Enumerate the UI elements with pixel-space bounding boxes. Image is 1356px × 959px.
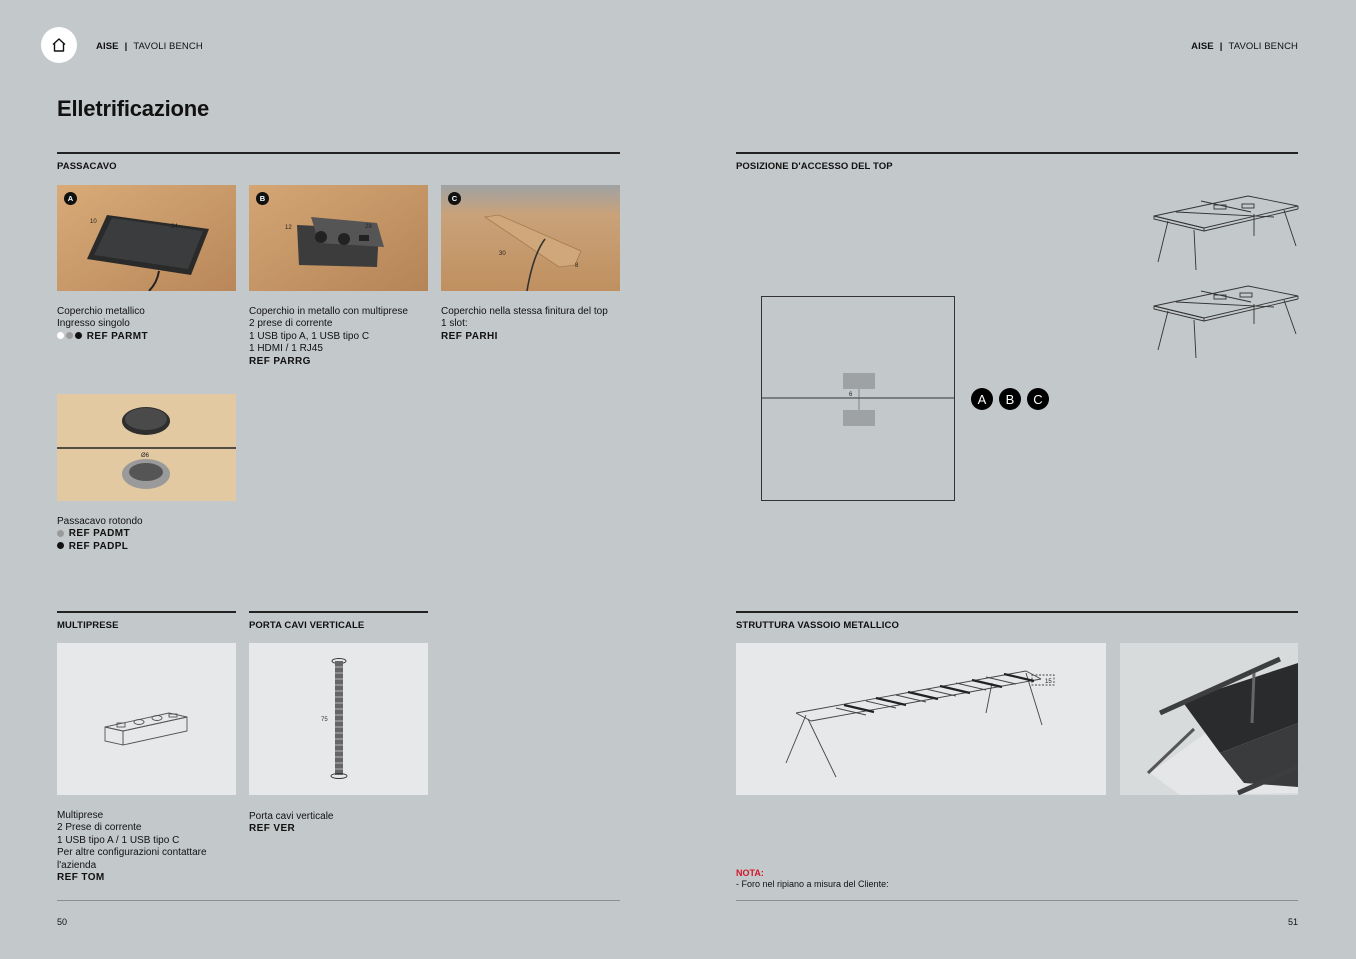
- item-line: Ingresso singolo: [57, 318, 130, 330]
- photo-passacavo-rotondo: [57, 394, 236, 501]
- dim-label: 15: [1045, 679, 1052, 685]
- dim-label: 30: [499, 251, 506, 257]
- item-ref: REF TOM: [57, 872, 105, 884]
- finish-ref-row: [57, 331, 237, 343]
- item-line: Per altre configurazioni contattare: [57, 847, 207, 859]
- home-button[interactable]: [41, 27, 77, 63]
- header-section: TAVOLI BENCH: [133, 41, 203, 52]
- photo-passacavo-c: [441, 185, 620, 291]
- section-title-posizione: POSIZIONE D'ACCESSO DEL TOP: [736, 161, 893, 172]
- finish-dot-grey: [66, 332, 73, 339]
- section-title-passacavo: PASSACAVO: [57, 161, 117, 172]
- photo-passacavo-a: [57, 185, 236, 291]
- item-name: Coperchio nella stessa finitura del top: [441, 306, 608, 317]
- page-number-left: 50: [57, 917, 68, 927]
- item-line: l'azienda: [57, 859, 97, 871]
- access-letter-a: A: [971, 388, 993, 410]
- nota-text: - Foro nel ripiano a misura del Cliente:: [736, 879, 889, 889]
- header-brand: AISE: [1191, 41, 1214, 52]
- item-line: 1 USB tipo A, 1 USB tipo C: [249, 330, 370, 342]
- header-breadcrumb-left: AISE | TAVOLI BENCH: [96, 41, 203, 52]
- access-letter-b: B: [999, 388, 1021, 410]
- section-title-multiprese: MULTIPRESE: [57, 620, 119, 631]
- table-drawing-top: [1150, 192, 1300, 274]
- item-line: 2 Prese di corrente: [57, 822, 142, 834]
- badge-a: A: [64, 192, 77, 205]
- item-line: 1 USB tipo A / 1 USB tipo C: [57, 834, 180, 846]
- page-number-right: 51: [1287, 917, 1298, 927]
- item-ref: REF PARHI: [441, 330, 498, 342]
- badge-b: B: [256, 192, 269, 205]
- finish-dot-grey: [57, 530, 64, 537]
- caption-multiprese: [57, 810, 237, 884]
- caption-passacavo-rotondo: [57, 516, 237, 553]
- dim-label: Ø6: [141, 453, 150, 459]
- page-title: Elletrificazione: [57, 96, 210, 121]
- item-ref: REF PARMT: [86, 330, 148, 342]
- item-name: Coperchio metallico: [57, 306, 145, 317]
- footer-rule: [736, 900, 1298, 901]
- finish-dot-black: [75, 332, 82, 339]
- section-rule: [736, 152, 1298, 154]
- caption-passacavo-a: [57, 306, 237, 343]
- table-drawing-bottom: [1150, 280, 1300, 362]
- section-rule: [57, 152, 620, 154]
- item-line: 2 prese di corrente: [249, 318, 333, 330]
- item-name: Passacavo rotondo: [57, 516, 143, 527]
- section-title-vassoio: STRUTTURA VASSOIO METALLICO: [736, 620, 899, 631]
- caption-passacavo-c: [441, 306, 623, 343]
- top-access-diagram: [761, 296, 955, 501]
- item-ref: REF PADMT: [68, 528, 130, 540]
- dim-label: 8: [575, 263, 579, 269]
- item-line: 1 HDMI / 1 RJ45: [249, 343, 323, 355]
- photo-vassoio-detail: [1120, 643, 1298, 795]
- caption-porta-cavi: [249, 811, 429, 836]
- section-title-porta-cavi: PORTA CAVI VERTICALE: [249, 620, 365, 631]
- finish-ref-row: [57, 528, 237, 540]
- item-ref: REF PADPL: [68, 540, 129, 552]
- access-letter-c: C: [1027, 388, 1049, 410]
- footer-rule: [57, 900, 620, 901]
- badge-c: C: [448, 192, 461, 205]
- dim-label: 10: [90, 219, 97, 225]
- image-porta-cavi: [249, 643, 428, 795]
- item-name: Multiprese: [57, 810, 104, 821]
- finish-dot-white: [57, 332, 64, 339]
- header-section: TAVOLI BENCH: [1228, 41, 1298, 52]
- dim-label: 6: [849, 392, 853, 398]
- caption-passacavo-b: [249, 306, 429, 368]
- item-ref: REF PARRG: [249, 355, 311, 367]
- section-rule: [736, 611, 1298, 613]
- section-rule: [249, 611, 428, 613]
- item-line: 1 slot:: [441, 318, 468, 330]
- nota-label: NOTA:: [736, 868, 764, 878]
- header-brand: AISE: [96, 41, 119, 52]
- item-name: Coperchio in metallo con multiprese: [249, 306, 408, 317]
- dim-label: 12: [285, 225, 292, 231]
- finish-ref-row: [57, 541, 237, 553]
- nota-block: [736, 868, 1136, 890]
- item-ref: REF VER: [249, 823, 296, 835]
- finish-dot-black: [57, 542, 64, 549]
- photo-passacavo-b: [249, 185, 428, 291]
- image-vassoio-structure: [736, 643, 1106, 795]
- dim-label: 75: [321, 717, 328, 723]
- item-name: Porta cavi verticale: [249, 811, 334, 822]
- header-breadcrumb-right: AISE | TAVOLI BENCH: [1191, 41, 1298, 52]
- section-rule: [57, 611, 236, 613]
- dim-label: 24: [171, 224, 178, 230]
- image-multiprese: [57, 643, 236, 795]
- home-icon: [51, 37, 67, 53]
- dim-label: 29: [365, 224, 372, 230]
